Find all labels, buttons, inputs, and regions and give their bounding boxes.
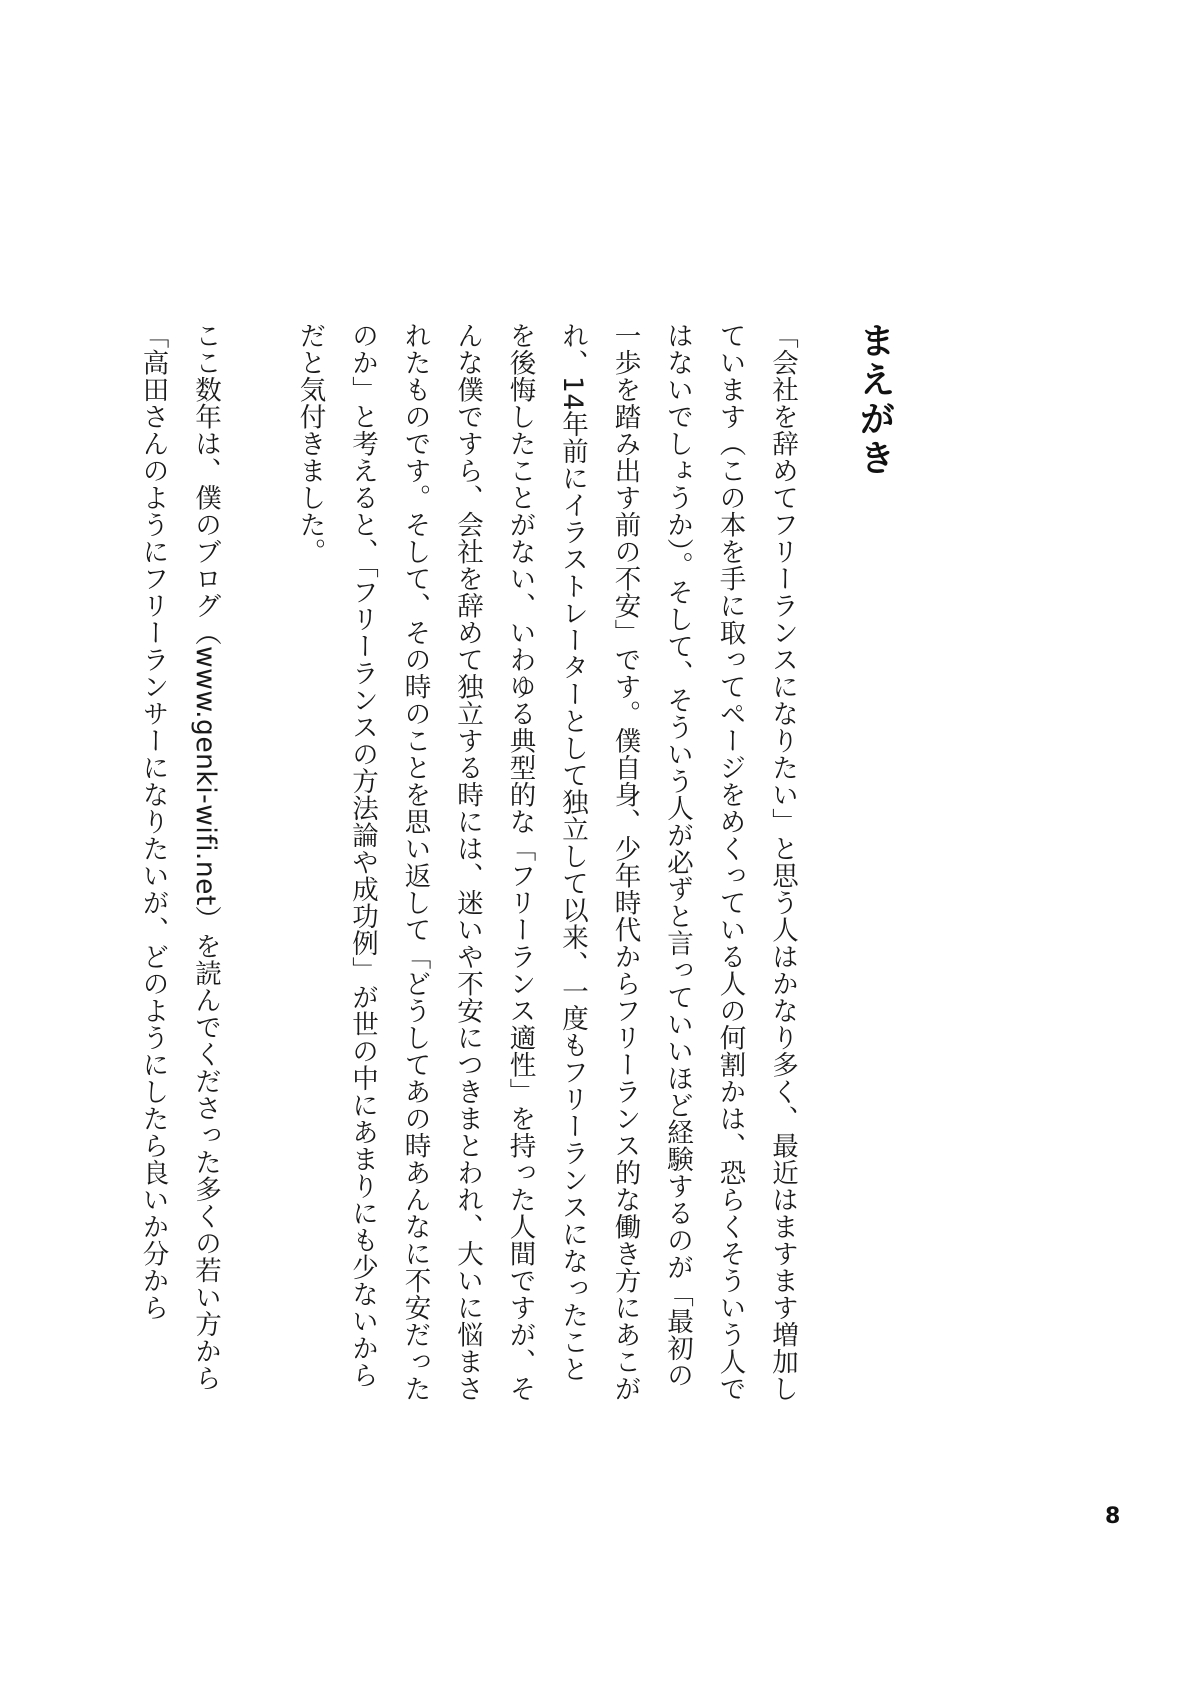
chapter-heading: まえがき — [854, 322, 895, 478]
vertical-text-block — [126, 322, 900, 1407]
paragraph-2: ここ数年は、僕のブログ（www.genki-wifi.net）を読んでくださった多くの若い方から「高田さんのようにフリーランサーになりたいが、どのようにしたら良いか分から — [137, 322, 221, 1392]
paragraph-1: 「会社を辞めてフリーランスになりたい」と思う人はかなり多く、最近はますます増加しています（この本を手に取ってページをめくっている人の何割かは、恐らくそういう人ではないでしょうか）。そして、そういう人が必ずと言っていいほど経験するのが「最初の一歩を踏み出す前の不安」です。僕自身、少年時代からフリーランス的な働き方にあこがれ、14年前にイラストレーターとして独立して以来、一度もフリーランスになったことを後悔したことがない、いわゆる典型的な「フリーランス適性」を持った人間ですが、そんな僕ですら、会社を辞めて独立する時には、迷いや不安につきまとわれ、大いに悩まされたものです。そして、その時のことを思い返して「どうしてあの時あんなに不安だったのか」と考えると、「フリーランスの方法論や成功例」が世の中にあまりにも少ないからだと気付きました。 — [294, 322, 798, 1402]
page-number: 8 — [1105, 1504, 1121, 1529]
